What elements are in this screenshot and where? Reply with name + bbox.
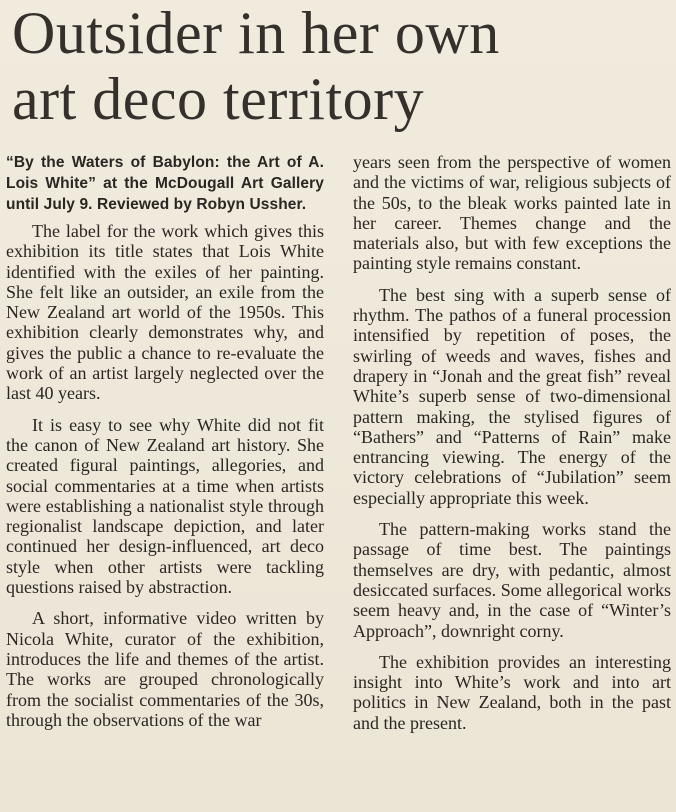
headline-line-2: art deco territory (12, 66, 425, 132)
paragraph-5: The pattern-making works stand the passage of time best. The paintings themselves are dry, with pedantic, almost desiccated surfaces. Some allegorical works seem heavy and, in the case of “Winter’s Approach”, downright corny. (353, 519, 671, 641)
paragraph-4: The best sing with a superb sense of rhythm. The pathos of a funeral procession intensified by repetition of poses, the swirling of weeds and waves, fishes and drapery in “Jonah and the great fish” reveal White’s superb sense of two-dimensional pattern making, the stylised figures of “Bathers” and “Patterns of Rain” make entrancing viewing. The energy of the victory celebrations of “Jubilation” seem especially appropriate this week. (353, 284, 671, 508)
headline-line-1: Outsider in her own (12, 0, 500, 66)
headline (12, 0, 672, 132)
paragraph-3-continued: years seen from the perspective of women and the victims of war, religious subjects of the 50s, to the bleak works painted late in her career. Themes change and the materials also, but with few exceptions the painting style remains constant. (353, 152, 671, 274)
right-column (353, 152, 671, 744)
paragraph-1: The label for the work which gives this exhibition its title states that Lois White identified with the exiles of her painting. She felt like an outsider, an exile from the New Zealand art world of the 1950s. This exhibition clearly demonstrates why, and gives the public a chance to re-evaluate the work of an artist largely neglected over the last 40 years. (6, 221, 324, 404)
paragraph-2: It is easy to see why White did not fit the canon of New Zealand art history. She created figural paintings, allegories, and social commentaries at a time when artists were establishing a nationalist style through regionalist landscape depiction, and later continued her design-influenced, art deco style when other artists were tackling questions raised by abstraction. (6, 414, 324, 598)
standfirst: “By the Waters of Babylon: the Art of A. Lois White” at the McDougall Art Gallery until July 9. Reviewed by Robyn Ussher. (6, 154, 324, 213)
paragraph-6: The exhibition provides an interesting insight into White’s work and into art politics in New Zealand, both in the past and the present. (353, 651, 671, 733)
left-column (6, 152, 324, 741)
paragraph-3: A short, informative video written by Nicola White, curator of the exhibition, introduces the life and themes of the artist. The works are grouped chronologically from the socialist commentaries of the 30s, through the observations of the war (6, 608, 324, 730)
